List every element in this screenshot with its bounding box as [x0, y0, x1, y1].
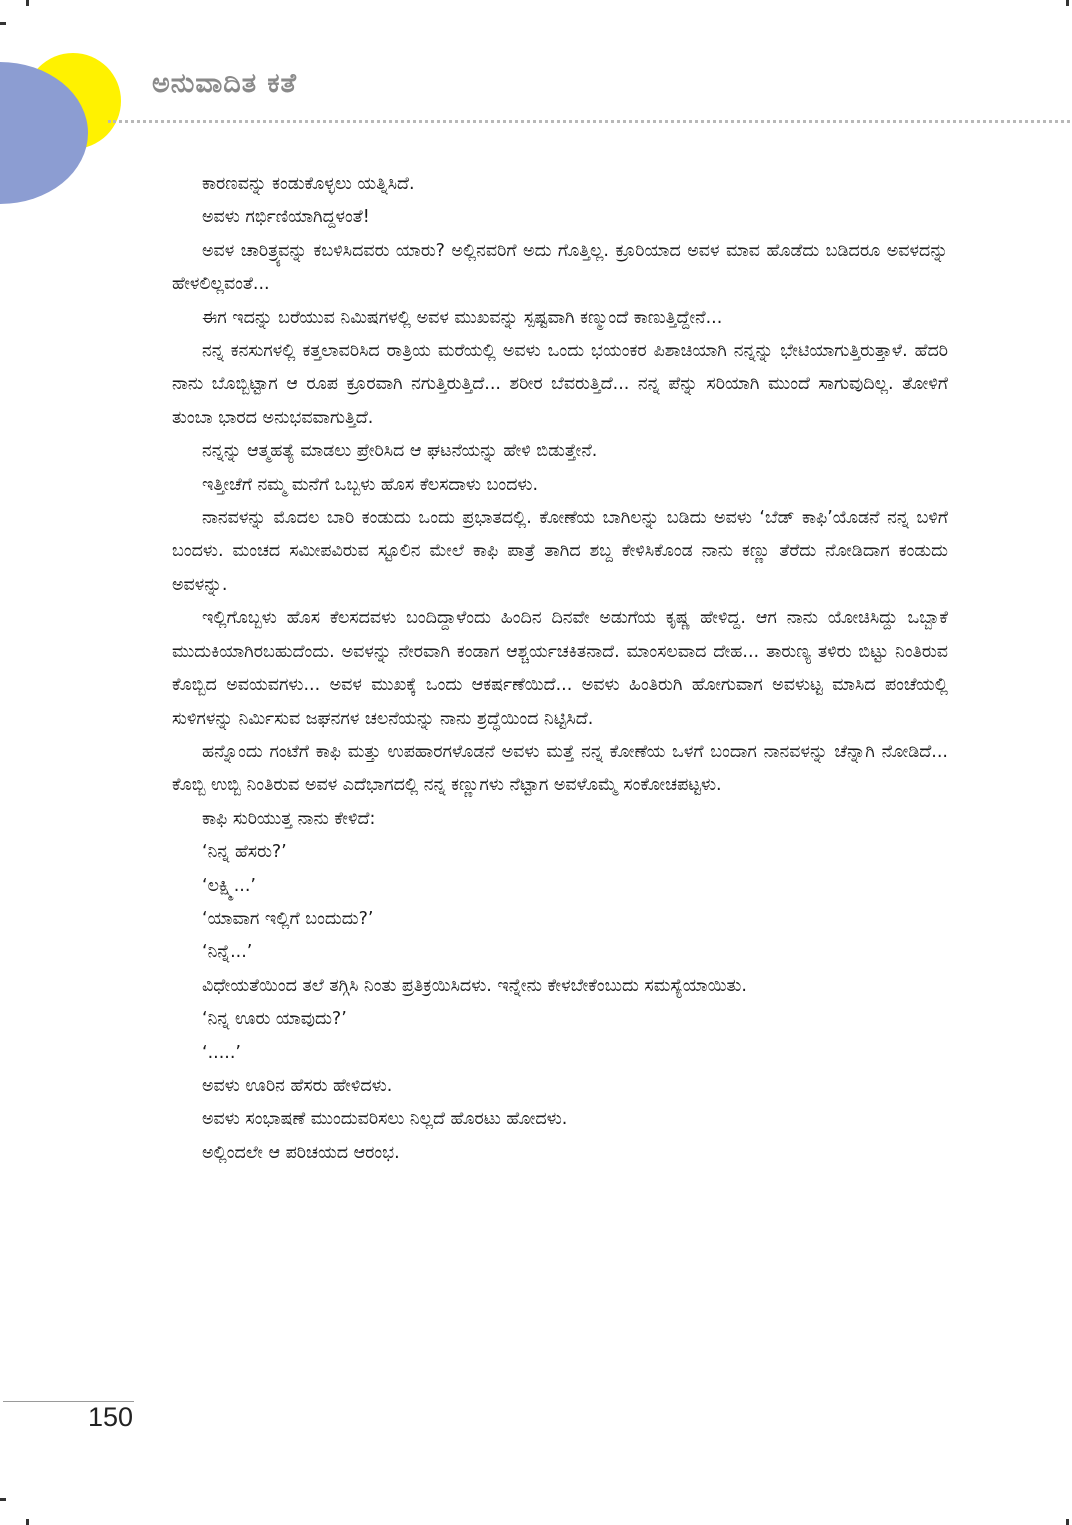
dialogue-line: ‘.....’	[202, 1042, 241, 1063]
header-dotted-rule	[108, 120, 1070, 123]
paragraph: ನನ್ನ ಕನಸುಗಳಲ್ಲಿ ಕತ್ತಲಾವರಿಸಿದ ರಾತ್ರಿಯ ಮರೆಯಲ್ಲಿ ಅವಳು ಒಂದು ಭಯಂಕರ ಪಿಶಾಚಿಯಾಗಿ ನನ್ನನ್ನು ಭೇಟಿಯಾಗುತ್ತಿರುತ್ತಾಳೆ. ಹೆದರಿ ನಾನು ಬೊಬ್ಬಿಟ್ಟಾಗ ಆ ರೂಪ ಕ್ರೂರವಾಗಿ ನಗುತ್ತಿರುತ್ತಿದೆ... ಶರೀರ ಬೆವರುತ್ತಿದೆ... ನನ್ನ ಪೆನ್ನು ಸರಿಯಾಗಿ ಮುಂದೆ ಸಾಗುವುದಿಲ್ಲ. ತೋಳಿಗೆ ತುಂಬಾ ಭಾರದ ಅನುಭವವಾಗುತ್ತಿದೆ.	[172, 341, 948, 428]
dialogue-line: ‘ಲಕ್ಷ್ಮಿ...’	[202, 875, 256, 896]
paragraph: ನಾನವಳನ್ನು ಮೊದಲ ಬಾರಿ ಕಂಡುದು ಒಂದು ಪ್ರಭಾತದಲ್ಲಿ. ಕೋಣೆಯ ಬಾಗಿಲನ್ನು ಬಡಿದು ಅವಳು ‘ಬೆಡ್ ಕಾಫಿ’ಯೊಡನೆ ನನ್ನ ಬಳಿಗೆ ಬಂದಳು. ಮಂಚದ ಸಮೀಪವಿರುವ ಸ್ಟೂಲಿನ ಮೇಲೆ ಕಾಫಿ ಪಾತ್ರೆ ತಾಗಿದ ಶಬ್ದ ಕೇಳಿಸಿಕೊಂಡ ನಾನು ಕಣ್ಣು ತೆರೆದು ನೋಡಿದಾಗ ಕಂಡುದು ಅವಳನ್ನು.	[172, 508, 948, 595]
crop-mark	[26, 1519, 29, 1525]
paragraph: ಈಗ ಇದನ್ನು ಬರೆಯುವ ನಿಮಿಷಗಳಲ್ಲಿ ಅವಳ ಮುಖವನ್ನು ಸ್ಪಷ್ಟವಾಗಿ ಕಣ್ಮುಂದೆ ಕಾಣುತ್ತಿದ್ದೇನೆ...	[202, 307, 723, 328]
dialogue-line: ‘ನಿನ್ನ ಊರು ಯಾವುದು?’	[202, 1009, 347, 1030]
paragraph: ಕಾಫಿ ಸುರಿಯುತ್ತ ನಾನು ಕೇಳಿದೆ:	[202, 808, 376, 829]
paragraph: ಕಾರಣವನ್ನು ಕಂಡುಕೊಳ್ಳಲು ಯತ್ನಿಸಿದೆ.	[202, 174, 415, 194]
paragraph: ಅಲ್ಲಿಂದಲೇ ಆ ಪರಿಚಯದ ಆರಂಭ.	[202, 1142, 400, 1163]
paragraph: ಅವಳು ಊರಿನ ಹೆಸರು ಹೇಳಿದಳು.	[202, 1075, 393, 1096]
story-body	[172, 168, 948, 1170]
crop-mark	[0, 1498, 6, 1501]
paragraph: ಅವಳು ಗರ್ಭಿಣಿಯಾಗಿದ್ದಳಂತೆ!	[202, 207, 370, 228]
paragraph: ಇತ್ತೀಚೆಗೆ ನಮ್ಮ ಮನೆಗೆ ಒಬ್ಬಳು ಹೊಸ ಕೆಲಸದಾಳು ಬಂದಳು.	[202, 474, 539, 495]
crop-mark	[0, 22, 6, 25]
dialogue-line: ‘ನಿನ್ನೆ...’	[202, 942, 253, 963]
paragraph: ಹನ್ನೊಂದು ಗಂಟೆಗೆ ಕಾಫಿ ಮತ್ತು ಉಪಹಾರಗಳೊಡನೆ ಅವಳು ಮತ್ತೆ ನನ್ನ ಕೋಣೆಯ ಒಳಗೆ ಬಂದಾಗ ನಾನವಳನ್ನು ಚೆನ್ನಾಗಿ ನೋಡಿದೆ... ಕೊಬ್ಬಿ ಉಬ್ಬಿ ನಿಂತಿರುವ ಅವಳ ಎದೆಭಾಗದಲ್ಲಿ ನನ್ನ ಕಣ್ಣುಗಳು ನೆಟ್ಟಾಗ ಅವಳೊಮ್ಮೆ ಸಂಕೋಚಪಟ್ಟಳು.	[172, 741, 948, 796]
paragraph: ಅವಳು ಸಂಭಾಷಣೆ ಮುಂದುವರಿಸಲು ನಿಲ್ಲದೆ ಹೊರಟು ಹೋದಳು.	[202, 1109, 568, 1130]
page-number: 150	[87, 1402, 133, 1432]
paragraph: ಇಲ್ಲಿಗೊಬ್ಬಳು ಹೊಸ ಕೆಲಸದವಳು ಬಂದಿದ್ದಾಳೆಂದು ಹಿಂದಿನ ದಿನವೇ ಅಡುಗೆಯ ಕೃಷ್ಣ ಹೇಳಿದ್ದ. ಆಗ ನಾನು ಯೋಚಿಸಿದ್ದು ಒಬ್ಬಾಕೆ ಮುದುಕಿಯಾಗಿರಬಹುದೆಂದು. ಅವಳನ್ನು ನೇರವಾಗಿ ಕಂಡಾಗ ಆಶ್ಚರ್ಯಚಕಿತನಾದೆ. ಮಾಂಸಲವಾದ ದೇಹ... ತಾರುಣ್ಯ ತಳಿರು ಬಿಟ್ಟು ನಿಂತಿರುವ ಕೊಬ್ಬಿದ ಅವಯವಗಳು... ಅವಳ ಮುಖಕ್ಕೆ ಒಂದು ಆಕರ್ಷಣೆಯಿದೆ... ಅವಳು ಹಿಂತಿರುಗಿ ಹೋಗುವಾಗ ಅವಳುಟ್ಟ ಮಾಸಿದ ಪಂಚೆಯಲ್ಲಿ ಸುಳಿಗಳನ್ನು ನಿರ್ಮಿಸುವ ಜಘನಗಳ ಚಲನೆಯನ್ನು ನಾನು ಶ್ರದ್ಧೆಯಿಂದ ನಿಟ್ಟಿಸಿದೆ.	[172, 608, 948, 729]
paragraph: ನನ್ನನ್ನು ಆತ್ಮಹತ್ಯೆ ಮಾಡಲು ಪ್ರೇರಿಸಿದ ಆ ಘಟನೆಯನ್ನು ಹೇಳಿ ಬಿಡುತ್ತೇನೆ.	[202, 441, 598, 462]
paragraph: ವಿಧೇಯತೆಯಿಂದ ತಲೆ ತಗ್ಗಿಸಿ ನಿಂತು ಪ್ರತಿಕ್ರಯಿಸಿದಳು. ಇನ್ನೇನು ಕೇಳಬೇಕೆಂಬುದು ಸಮಸ್ಯೆಯಾಯಿತು.	[202, 975, 747, 996]
crop-mark	[1066, 1519, 1069, 1525]
crop-mark	[1066, 0, 1069, 6]
paragraph: ಅವಳ ಚಾರಿತ್ರ್ಯವನ್ನು ಕಬಳಿಸಿದವರು ಯಾರು? ಅಲ್ಲಿನವರಿಗೆ ಅದು ಗೊತ್ತಿಲ್ಲ. ಕ್ರೂರಿಯಾದ ಅವಳ ಮಾವ ಹೊಡೆದು ಬಡಿದರೂ ಅವಳದನ್ನು ಹೇಳಲಿಲ್ಲವಂತೆ...	[172, 240, 948, 295]
section-title: ಅನುವಾದಿತ ಕತೆ	[152, 68, 297, 99]
crop-mark	[26, 0, 29, 6]
dialogue-line: ‘ಯಾವಾಗ ಇಲ್ಲಿಗೆ ಬಂದುದು?’	[202, 908, 374, 929]
dialogue-line: ‘ನಿನ್ನ ಹೆಸರು?’	[202, 842, 287, 863]
